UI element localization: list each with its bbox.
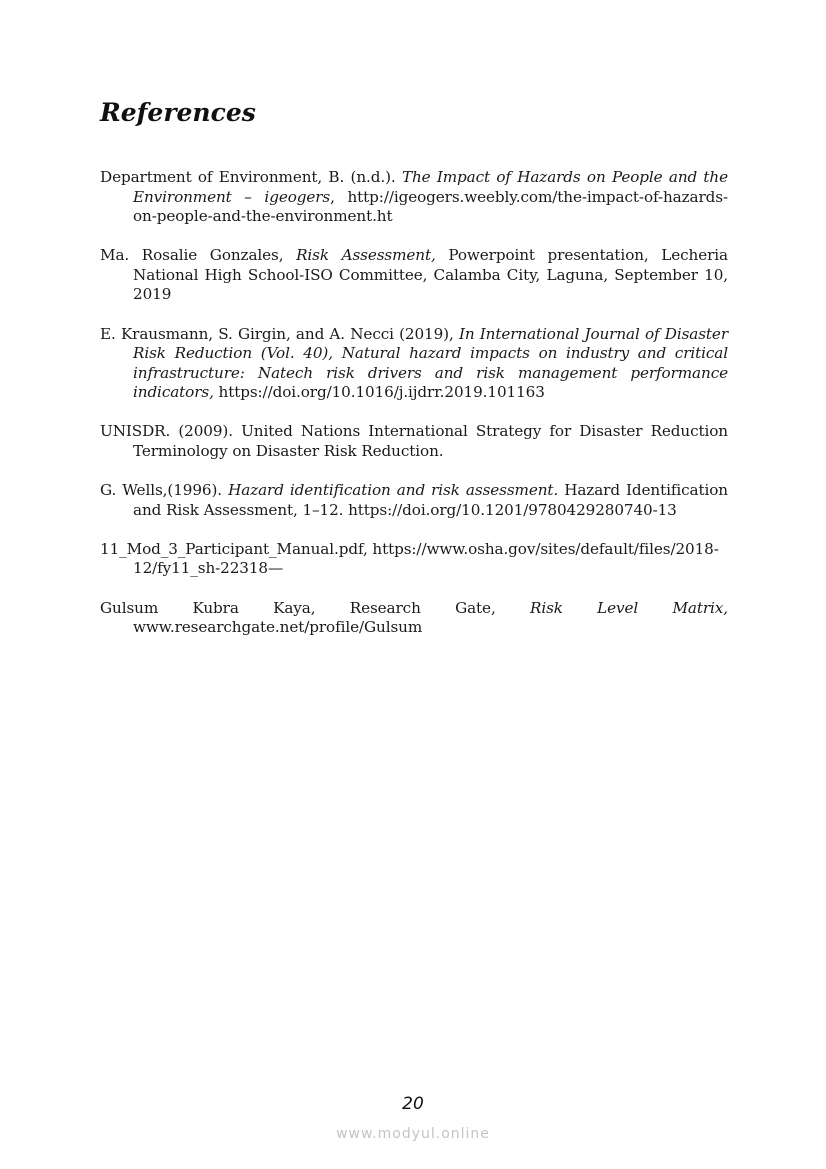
reference-italic-text: The Impact of Hazards on People and the Environment – igeogers — [133, 168, 728, 206]
reference-item — [100, 599, 728, 638]
reference-text: 11_Mod_3_Participant_Manual.pdf, https://www.osha.gov/sites/default/files/2018-12/fy11_sh-22318— — [100, 539, 719, 578]
reference-link-text: Powerpoint presentation, Lecheria National High School-ISO Committee, Calamba City, Laguna, September 10, 2019 — [133, 246, 728, 304]
page-title: References — [100, 98, 256, 127]
reference-link-text: Hazard Identification and Risk Assessment, 1–12. https://doi.org/10.1201/9780429280740-13 — [133, 481, 728, 519]
reference-link-text: https://doi.org/10.1016/j.ijdrr.2019.101163 — [213, 383, 545, 402]
reference-item — [100, 540, 728, 579]
page-number: 20 — [402, 1094, 424, 1114]
reference-item — [100, 422, 728, 461]
reference-text: Gulsum Kubra Kaya, Research Gate, — [100, 598, 530, 617]
reference-italic-text: Hazard identification and risk assessment. — [228, 481, 559, 500]
reference-link-text: , http://igeogers.weebly.com/the-impact-of-hazards-on-people-and-the-environment.ht — [133, 187, 729, 226]
reference-item — [100, 246, 728, 305]
reference-text: Ma. Rosalie Gonzales, — [100, 246, 297, 265]
watermark: www.modyul.online — [336, 1126, 490, 1142]
reference-italic-text: Risk Level Matrix, — [529, 598, 728, 617]
reference-item — [100, 325, 728, 403]
reference-item — [100, 168, 728, 227]
reference-text: Department of Environment, B. (n.d.). — [100, 168, 402, 186]
reference-item — [100, 481, 728, 520]
reference-italic-text: Risk Assessment, — [296, 246, 436, 265]
reference-text: E. Krausmann, S. Girgin, and A. Necci (2019), — [100, 324, 459, 343]
reference-text: G. Wells,(1996). — [100, 481, 229, 500]
reference-text: UNISDR. (2009). United Nations International Strategy for Disaster Reduction Terminology on Disaster Risk Reduction. — [100, 422, 728, 461]
reference-list — [100, 168, 728, 657]
reference-italic-text: In International Journal of Disaster Risk Reduction (Vol. 40), Natural hazard impacts on industry and critical infrastructure: Natech risk drivers and risk management performance indicators, — [133, 324, 728, 402]
reference-link-text: www.researchgate.net/profile/Gulsum — [133, 618, 423, 637]
